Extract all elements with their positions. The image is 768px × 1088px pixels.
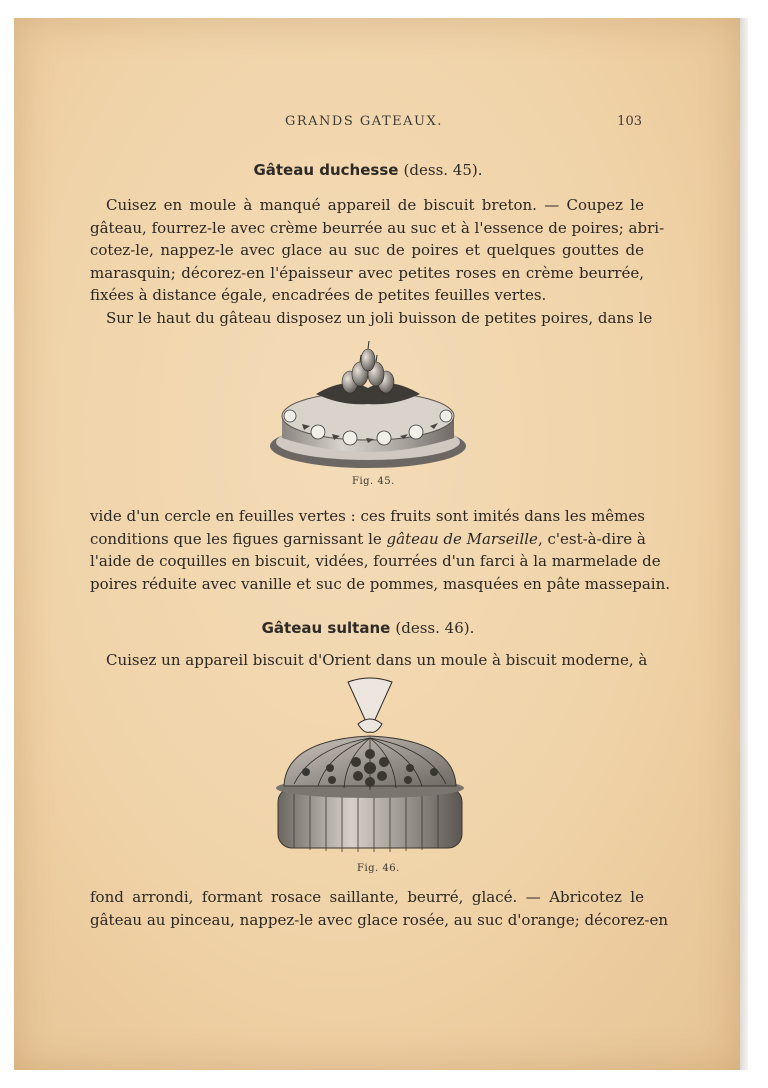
italic-reference: gâteau de Marseille bbox=[386, 529, 538, 548]
duchesse-cake-illustration bbox=[266, 336, 470, 472]
text-line: fixées à distance égale, encadrées de petites feuilles vertes. bbox=[90, 286, 547, 304]
text-line: gâteau, fourrez-le avec crème beurrée au suc et à l'essence de poires; abri- bbox=[90, 218, 665, 237]
page-edge bbox=[740, 18, 748, 1070]
running-head bbox=[90, 114, 650, 134]
recipe-paragraph bbox=[90, 194, 665, 329]
recipe-heading-duchesse bbox=[90, 160, 646, 179]
recipe-paragraph-continued bbox=[90, 505, 671, 595]
text-line bbox=[90, 528, 644, 551]
recipe-title: Gâteau duchesse bbox=[253, 161, 399, 179]
text-segment: , c'est-à-dire à bbox=[537, 529, 646, 548]
text-line: Cuisez un appareil biscuit d'Orient dans un moule à biscuit moderne, à bbox=[106, 651, 648, 669]
text-segment: conditions que les figues garnissant le bbox=[90, 529, 387, 548]
text-line: cotez-le, nappez-le avec glace au suc de poires et quelques gouttes de bbox=[90, 241, 644, 259]
figure-caption: Fig. 45. bbox=[352, 476, 395, 487]
text-line: fond arrondi, formant rosace saillante, beurré, glacé. — Abricotez le bbox=[90, 888, 644, 906]
recipe-title: Gâteau sultane bbox=[261, 619, 391, 637]
page-number: 103 bbox=[617, 114, 642, 129]
figure-caption: Fig. 46. bbox=[357, 863, 400, 874]
text-line: gâteau au pinceau, nappez-le avec glace rosée, au suc d'orange; décorez-en bbox=[90, 910, 669, 929]
recipe-paragraph bbox=[90, 649, 648, 672]
sultane-cake-illustration bbox=[272, 674, 468, 860]
text-line: Sur le haut du gâteau disposez un joli buisson de petites poires, dans le bbox=[106, 308, 653, 327]
recipe-heading-sultane bbox=[90, 618, 646, 637]
text-line: Cuisez en moule à manqué appareil de biscuit breton. — Coupez le bbox=[106, 196, 644, 214]
text-line: vide d'un cercle en feuilles vertes : ces fruits sont imités dans les mêmes bbox=[90, 507, 645, 525]
recipe-drawing-ref: (dess. 46). bbox=[395, 619, 475, 637]
text-line: l'aide de coquilles en biscuit, vidées, fourrées d'un farci à la marmelade de bbox=[90, 552, 661, 570]
text-line: marasquin; décorez-en l'épaisseur avec petites roses en crème beurrée, bbox=[90, 263, 644, 282]
text-line: poires réduite avec vanille et suc de pommes, masquées en pâte massepain. bbox=[90, 574, 671, 593]
recipe-drawing-ref: (dess. 45). bbox=[403, 161, 483, 179]
recipe-paragraph-continued bbox=[90, 886, 669, 931]
running-title: GRANDS GATEAUX. bbox=[285, 114, 443, 129]
